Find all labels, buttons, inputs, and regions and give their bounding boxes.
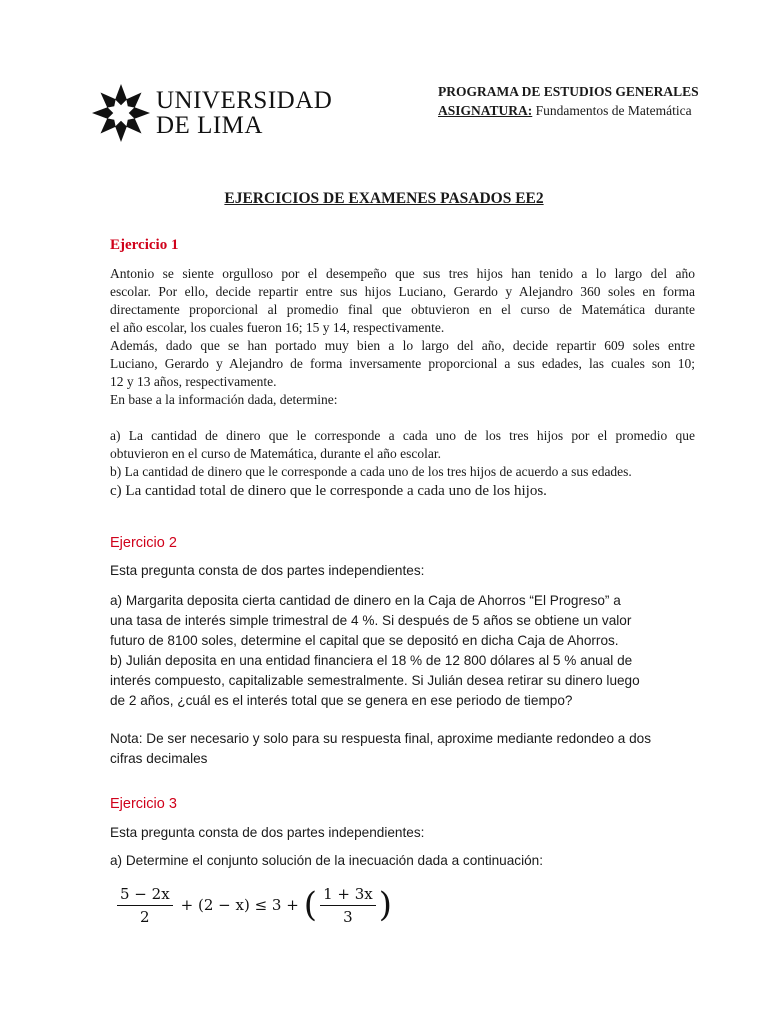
right-parenthesis: ) <box>378 885 392 925</box>
university-logo-icon <box>92 84 150 142</box>
exercise-1-line: En base a la información dada, determine: <box>110 392 338 407</box>
university-name-line2: DE LIMA <box>156 112 263 139</box>
exercise-2-note <box>110 729 695 769</box>
exercise-2-note-line: cifras decimales <box>110 751 208 766</box>
exercise-1-part-a-line1: a) La cantidad de dinero que le corresponde a cada uno de los tres hijos por el promedio que <box>110 428 695 443</box>
exercise-2-intro: Esta pregunta consta de dos partes independientes: <box>110 563 425 578</box>
exercise-3-heading: Ejercicio 3 <box>110 796 177 812</box>
exercise-2-part-b-line: de 2 años, ¿cuál es el interés total que se genera en ese periodo de tiempo? <box>110 693 573 708</box>
university-name <box>156 88 332 138</box>
subject-label: ASIGNATURA: <box>438 103 533 118</box>
left-parenthesis: ( <box>303 885 318 925</box>
exercise-1-line: Antonio se siente orgulloso por el desempeño que sus tres hijos han tenido a lo largo del año <box>110 266 695 281</box>
exercise-1-line: Además, dado que se han portado muy bien a lo largo del año, decide repartir 609 soles entre <box>110 338 695 353</box>
exercise-2-part-a-line: futuro de 8100 soles, determine el capital que se depositó en dicha Caja de Ahorros. <box>110 633 619 648</box>
exercise-1-statement <box>110 265 695 409</box>
inequality-formula <box>114 880 392 930</box>
exercise-2-part-a-line: una tasa de interés simple trimestral de 4 %. Si después de 5 años se obtiene un valor <box>110 613 632 628</box>
exercise-1-part-a-line2: obtuvieron en el curso de Matemática, durante el año escolar. <box>110 446 441 461</box>
fraction-left-numerator: 5 − 2x <box>117 885 173 906</box>
exercise-1-heading: Ejercicio 1 <box>110 237 179 253</box>
exercise-1-line: directamente proporcional al promedio final que obtuvieron en el curso de Matemática durante <box>110 302 695 317</box>
exercise-3-intro: Esta pregunta consta de dos partes independientes: <box>110 825 425 840</box>
fraction-right <box>320 885 376 926</box>
exercise-2-part-b-line: interés compuesto, capitalizable semestralmente. Si Julián desea retirar su dinero luego <box>110 673 640 688</box>
exercise-2-note-line: Nota: De ser necesario y solo para su respuesta final, aproxime mediante redondeo a dos <box>110 731 652 746</box>
exercise-2-part-a-line: a) Margarita deposita cierta cantidad de dinero en la Caja de Ahorros “El Progreso” a <box>110 593 621 608</box>
fraction-right-numerator: 1 + 3x <box>320 885 376 906</box>
exercise-1-line: 12 y 13 años, respectivamente. <box>110 374 277 389</box>
exercise-1-line: Luciano, Gerardo y Alejandro de forma inversamente proporcional a sus edades, las cuales son 10; <box>110 356 695 371</box>
fraction-left <box>117 885 173 926</box>
exercise-1-part-c: c) La cantidad total de dinero que le corresponde a cada uno de los hijos. <box>110 483 547 499</box>
exercise-3-part-a: a) Determine el conjunto solución de la inecuación dada a continuación: <box>110 853 544 868</box>
exercise-2-heading: Ejercicio 2 <box>110 535 177 551</box>
program-info <box>438 82 699 120</box>
page-title: EJERCICIOS DE EXAMENES PASADOS EE2 <box>224 190 544 207</box>
exercise-1-line: el año escolar, los cuales fueron 16; 15 y 14, respectivamente. <box>110 320 445 335</box>
subject-value: Fundamentos de Matemática <box>535 103 692 118</box>
program-name: PROGRAMA DE ESTUDIOS GENERALES <box>438 84 699 99</box>
fraction-left-denominator: 2 <box>140 907 150 926</box>
exercise-1-line: escolar. Por ello, decide repartir entre sus hijos Luciano, Gerardo y Alejandro 360 soles en forma <box>110 284 695 299</box>
exercise-1-parts <box>110 427 695 501</box>
exercise-2-parts <box>110 591 695 711</box>
exercise-1-part-b: b) La cantidad de dinero que le corresponde a cada uno de los tres hijos de acuerdo a sus edades. <box>110 464 632 479</box>
exercise-2-part-b-line: b) Julián deposita en una entidad financiera el 18 % de 12 800 dólares al 5 % anual de <box>110 653 633 668</box>
fraction-right-denominator: 3 <box>343 907 353 926</box>
university-name-line1: UNIVERSIDAD <box>156 87 333 114</box>
formula-middle: + (2 − x) ≤ 3 + <box>180 896 299 914</box>
